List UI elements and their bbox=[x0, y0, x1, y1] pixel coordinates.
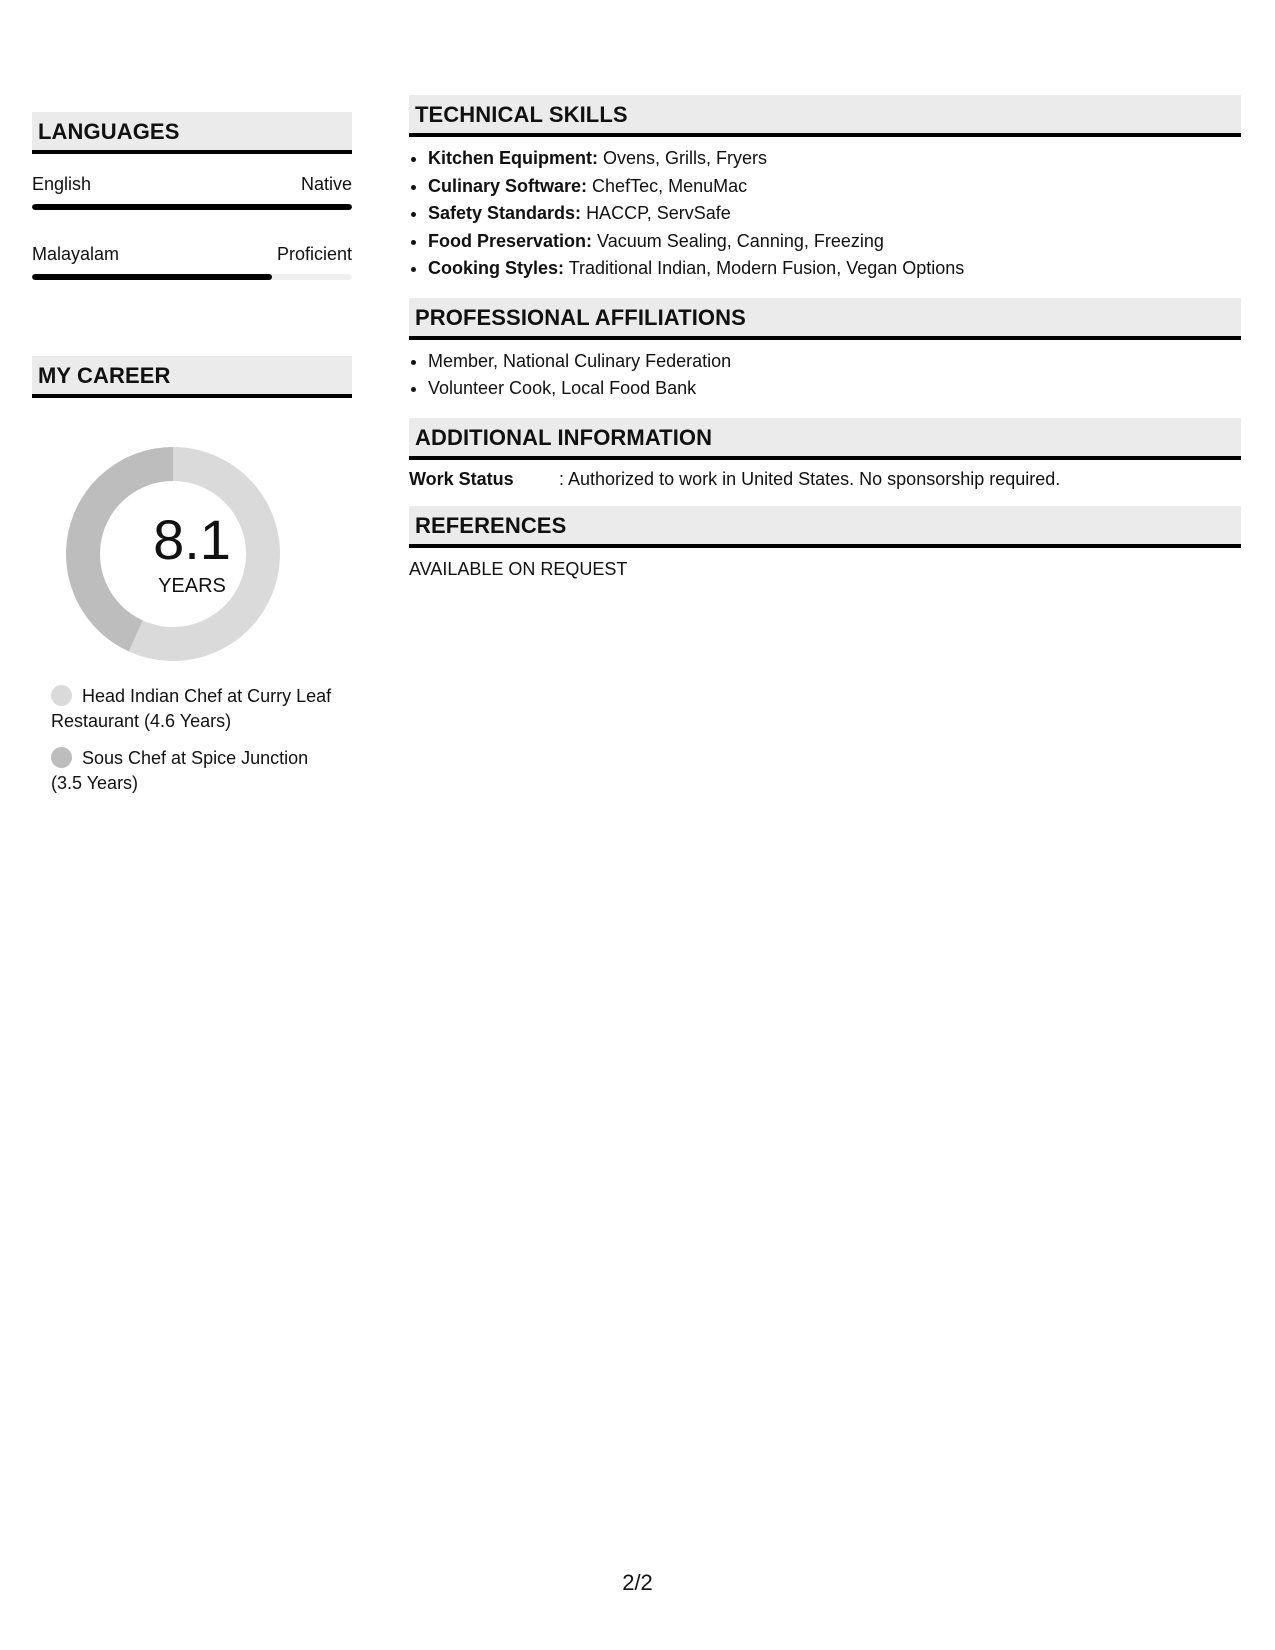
career-total-unit: YEARS bbox=[158, 575, 226, 597]
language-proficiency-bar bbox=[32, 274, 352, 280]
career-heading: MY CAREER bbox=[32, 356, 352, 398]
list-item: • Member, National Culinary Federation bbox=[428, 348, 1241, 376]
legend-dot-icon bbox=[51, 685, 72, 706]
work-status-value: : Authorized to work in United States. No sponsorship required. bbox=[559, 468, 1061, 489]
skill-value: HACCP, ServSafe bbox=[586, 203, 731, 223]
language-item bbox=[32, 242, 352, 280]
additional-info-heading: ADDITIONAL INFORMATION bbox=[409, 418, 1241, 460]
technical-skills-list bbox=[409, 145, 1241, 283]
work-status-label: Work Status bbox=[409, 468, 514, 489]
list-item bbox=[428, 173, 1241, 201]
references-text: AVAILABLE ON REQUEST bbox=[409, 558, 628, 579]
references-heading: REFERENCES bbox=[409, 506, 1241, 548]
language-proficiency-fill bbox=[32, 274, 272, 280]
skill-value: Traditional Indian, Modern Fusion, Vegan Options bbox=[568, 258, 965, 278]
language-level: Native bbox=[300, 174, 352, 194]
language-name: Malayalam bbox=[32, 244, 120, 264]
career-role-label: Sous Chef at Spice Junction (3.5 Years) bbox=[51, 748, 309, 793]
list-item bbox=[428, 145, 1241, 173]
language-proficiency-fill bbox=[32, 204, 352, 210]
skill-value: Vacuum Sealing, Canning, Freezing bbox=[597, 230, 884, 251]
career-legend-item bbox=[51, 684, 341, 734]
list-item: • Volunteer Cook, Local Food Bank bbox=[428, 375, 1241, 403]
affiliations-list bbox=[409, 348, 1241, 403]
languages-heading: LANGUAGES bbox=[32, 112, 352, 154]
career-legend bbox=[32, 684, 341, 796]
affiliations-heading: PROFESSIONAL AFFILIATIONS bbox=[409, 298, 1241, 340]
skill-value: Ovens, Grills, Fryers bbox=[603, 148, 768, 168]
skill-label: Safety Standards: bbox=[428, 203, 582, 223]
skill-value: ChefTec, MenuMac bbox=[592, 175, 748, 196]
skill-label: Culinary Software: bbox=[428, 175, 588, 196]
career-legend-item bbox=[51, 746, 341, 796]
skill-label: Cooking Styles: bbox=[428, 258, 565, 278]
right-column bbox=[409, 95, 1241, 581]
language-level: Proficient bbox=[276, 244, 352, 264]
skill-label: Kitchen Equipment: bbox=[428, 148, 598, 168]
language-name: English bbox=[32, 174, 92, 194]
page-number: 2/2 bbox=[622, 1570, 653, 1595]
left-column bbox=[32, 112, 352, 808]
career-donut-chart bbox=[32, 436, 352, 676]
skill-label: Food Preservation: bbox=[428, 230, 593, 251]
career-role-label: Head Indian Chef at Curry Leaf Restaurant (4.6 Years) bbox=[51, 686, 332, 731]
list-item bbox=[428, 255, 1241, 283]
list-item bbox=[428, 228, 1241, 256]
career-total-years: 8.1 bbox=[153, 508, 231, 571]
work-status-row bbox=[409, 467, 1241, 491]
legend-dot-icon bbox=[51, 747, 72, 768]
technical-skills-heading: TECHNICAL SKILLS bbox=[409, 95, 1241, 137]
language-item bbox=[32, 172, 352, 210]
list-item bbox=[428, 200, 1241, 228]
language-proficiency-bar bbox=[32, 204, 352, 210]
